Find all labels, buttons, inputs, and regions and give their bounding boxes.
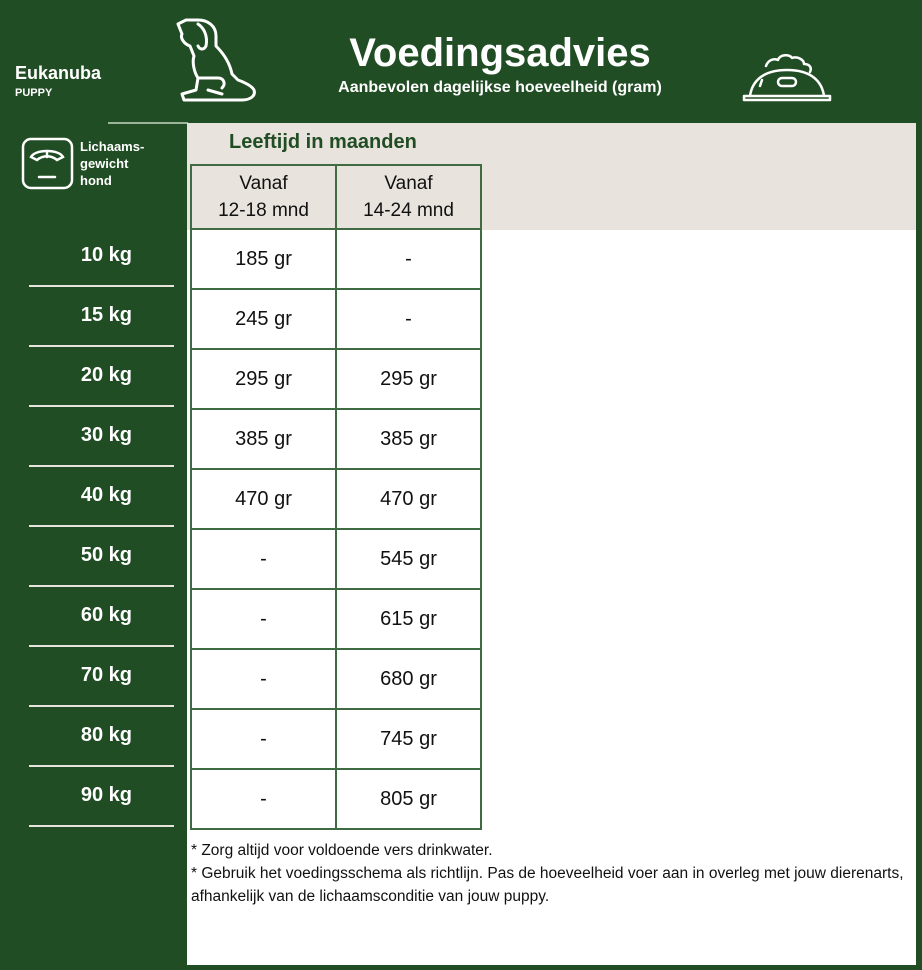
weight-row: 15 kg [29, 287, 174, 347]
weighing-scale-icon [21, 137, 74, 190]
food-bowl-icon [740, 52, 834, 104]
weight-row: 50 kg [29, 527, 174, 587]
table-cell: - [191, 589, 336, 649]
weight-row: 90 kg [29, 767, 174, 827]
table-cell: 615 gr [336, 589, 481, 649]
divider [108, 122, 188, 124]
table-row [191, 649, 481, 709]
feeding-table [190, 164, 482, 830]
table-row [191, 409, 481, 469]
table-row [191, 349, 481, 409]
table-cell: 385 gr [336, 409, 481, 469]
weight-row: 80 kg [29, 707, 174, 767]
table-cell: 470 gr [191, 469, 336, 529]
table-cell: 470 gr [336, 469, 481, 529]
table-cell: 185 gr [191, 229, 336, 289]
weight-row: 30 kg [29, 407, 174, 467]
weight-row: 20 kg [29, 347, 174, 407]
table-row [191, 529, 481, 589]
table-cell: 545 gr [336, 529, 481, 589]
brand-line: PUPPY [15, 87, 53, 99]
table-row [191, 469, 481, 529]
page-title: Voedingsadvies [349, 31, 651, 75]
weight-row: 70 kg [29, 647, 174, 707]
table-cell: 245 gr [191, 289, 336, 349]
table-row [191, 289, 481, 349]
weight-row: 10 kg [29, 227, 174, 287]
table-cell: - [191, 769, 336, 829]
table-cell: 385 gr [191, 409, 336, 469]
age-title: Leeftijd in maanden [229, 131, 417, 153]
table-row [191, 229, 481, 289]
weight-row: 40 kg [29, 467, 174, 527]
table-cell: 745 gr [336, 709, 481, 769]
table-cell: 805 gr [336, 769, 481, 829]
brand-name: Eukanuba [15, 63, 102, 83]
brand-block [15, 63, 101, 99]
page-subtitle: Aanbevolen dagelijkse hoeveelheid (gram) [338, 79, 662, 96]
table-cell: 295 gr [336, 349, 481, 409]
footnote: * Zorg altijd voor voldoende vers drinkwater. [191, 842, 493, 859]
dog-sitting-icon [172, 16, 258, 104]
table-cell: 295 gr [191, 349, 336, 409]
table-cell: - [191, 709, 336, 769]
table-row [191, 589, 481, 649]
weight-row: 60 kg [29, 587, 174, 647]
table-cell: - [336, 229, 481, 289]
table-cell: - [336, 289, 481, 349]
weight-column-label [80, 138, 144, 189]
weight-label-line: gewicht [80, 156, 129, 171]
table-cell: 680 gr [336, 649, 481, 709]
column-header: Vanaf 14-24 mnd [336, 165, 481, 229]
footnote: * Gebruik het voedingsschema als richtlijn. Pas de hoeveelheid voer aan in overleg met jouw dierenarts, afhankelijk van de lichaamsconditie van jouw puppy. [191, 865, 904, 905]
header [300, 30, 700, 97]
table-row [191, 709, 481, 769]
footnotes [191, 839, 906, 908]
table-row [191, 769, 481, 829]
weight-label-line: Lichaams- [80, 139, 145, 154]
table-cell: - [191, 529, 336, 589]
table-cell: - [191, 649, 336, 709]
column-header: Vanaf 12-18 mnd [191, 165, 336, 229]
weight-label-line: hond [80, 173, 112, 188]
